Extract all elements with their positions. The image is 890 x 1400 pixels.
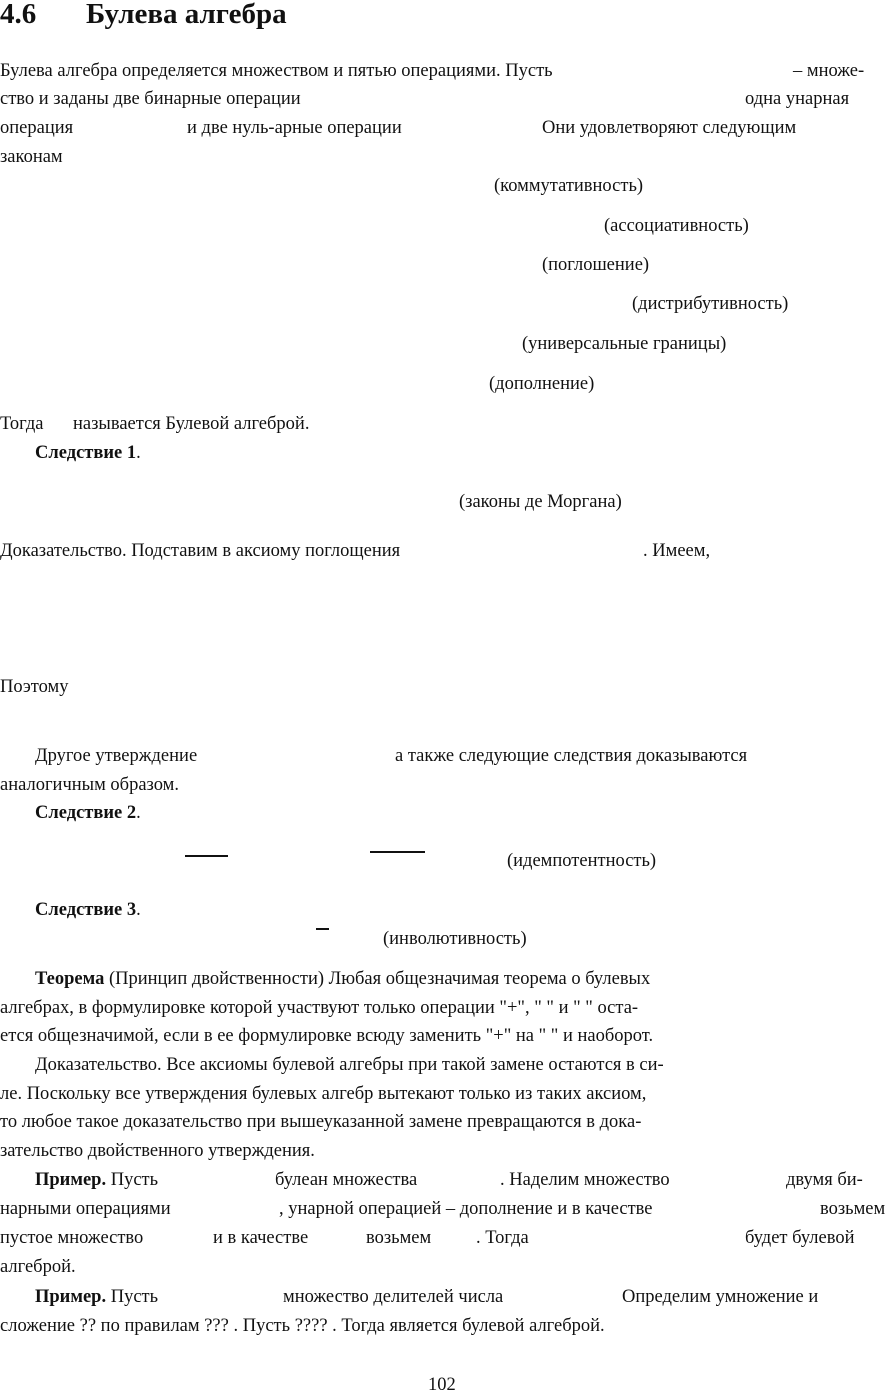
theorem-proof-4: зательство двойственного утверждения. — [0, 1141, 315, 1161]
theorem-label: Теорема — [35, 969, 105, 989]
example-1-line-4: алгеброй. — [0, 1257, 76, 1277]
example-2-label: Пример. — [35, 1287, 107, 1307]
example-1-line-2b: , унарной операцией – дополнение и в качестве — [279, 1199, 653, 1219]
example-1-line-1d: двумя би- — [786, 1170, 863, 1190]
example-1-line-2a: нарными операциями — [0, 1199, 171, 1219]
theorem-line-3: ется общезначимой, если в ее формулировке всюду заменить "+" на " " и наоборот. — [0, 1026, 654, 1046]
corollary-3-label: Следствие 3 — [35, 900, 137, 920]
section-heading — [0, 0, 287, 31]
corollary-1-dot: . — [136, 443, 141, 463]
theorem-text-1: (Принцип двойственности) Любая общезначимая теорема о булевых — [108, 969, 651, 989]
law-complement: (дополнение) — [489, 374, 595, 394]
example-2-text-1: Пусть — [110, 1287, 159, 1307]
corollary-2-label: Следствие 2 — [35, 803, 137, 823]
section-title: Булева алгебра — [86, 0, 287, 30]
law-absorption: (поглошение) — [542, 255, 650, 275]
example-1-label: Пример. — [35, 1170, 107, 1190]
intro-line-3b: и две нуль-арные операции — [187, 118, 402, 138]
theorem-line-2: алгебрах, в формулировке которой участвуют только операции "+", " " и " " оста- — [0, 998, 639, 1018]
theorem-line-1 — [35, 965, 650, 994]
intro-line-3a: операция — [0, 118, 74, 138]
other-statement-c: аналогичным образом. — [0, 775, 179, 795]
then-text-a: Тогда — [0, 414, 44, 434]
example-1-line-3d: . Тогда — [476, 1228, 529, 1248]
intro-line-1b: – множе- — [793, 61, 865, 81]
example-1-line-1c: . Наделим множество — [500, 1170, 670, 1190]
intro-line-2b: одна унарная — [745, 89, 850, 109]
intro-line-1a: Булева алгебра определяется множеством и пятью операциями. Пусть — [0, 61, 553, 81]
other-statement-b: а также следующие следствия доказываются — [395, 746, 748, 766]
corollary-3-heading — [35, 896, 141, 925]
law-idempotence: (идемпотентность) — [507, 851, 657, 871]
corollary-1-label: Следствие 1 — [35, 443, 137, 463]
example-1-line-3e: будет булевой — [745, 1228, 855, 1248]
intro-line-4: законам — [0, 147, 63, 167]
complement-overbar-1 — [185, 855, 228, 857]
corollary-2-dot: . — [136, 803, 141, 823]
example-1-line-2c: возьмем — [820, 1199, 886, 1219]
intro-line-2a: ство и заданы две бинарные операции — [0, 89, 301, 109]
intro-line-3c: Они удовлетворяют следующим — [542, 118, 797, 138]
example-2-line-1c: Определим умножение и — [622, 1287, 819, 1307]
page-number: 102 — [428, 1375, 456, 1395]
example-2-line-1a — [35, 1283, 158, 1312]
corollary-3-dot: . — [136, 900, 141, 920]
complement-overbar-3 — [316, 928, 329, 930]
corollary-1-heading — [35, 439, 141, 468]
law-universal-bounds: (универсальные границы) — [522, 334, 727, 354]
example-1-line-1b: булеан множества — [275, 1170, 418, 1190]
proof-1b: . Имеем, — [643, 541, 711, 561]
law-associativity: (ассоциативность) — [604, 216, 749, 236]
example-2-line-1b: множество делителей числа — [283, 1287, 504, 1307]
corollary-2-heading — [35, 799, 141, 828]
example-1-line-3a: пустое множество — [0, 1228, 144, 1248]
example-1-line-1a — [35, 1166, 158, 1195]
example-1-text-1: Пусть — [110, 1170, 159, 1190]
complement-overbar-2 — [370, 851, 425, 853]
example-1-line-3c: возьмем — [366, 1228, 432, 1248]
example-2-line-2: сложение ?? по правилам ??? . Пусть ???? . Тогда является булевой алгеброй. — [0, 1316, 605, 1336]
theorem-proof-3: то любое такое доказательство при вышеуказанной замене превращаются в дока- — [0, 1112, 642, 1132]
other-statement-a: Другое утверждение — [35, 746, 198, 766]
theorem-proof-2: ле. Поскольку все утверждения булевых алгебр вытекают только из таких аксиом, — [0, 1084, 647, 1104]
proof-1a: Доказательство. Подставим в аксиому поглощения — [0, 541, 401, 561]
example-1-line-3b: и в качестве — [213, 1228, 309, 1248]
then-text-b: называется Булевой алгеброй. — [73, 414, 310, 434]
law-commutativity: (коммутативность) — [494, 176, 644, 196]
law-de-morgan: (законы де Моргана) — [459, 492, 622, 512]
theorem-proof-1: Доказательство. Все аксиомы булевой алгебры при такой замене остаются в си- — [35, 1055, 664, 1075]
law-distributivity: (дистрибутивность) — [632, 294, 789, 314]
law-involution: (инволютивность) — [383, 929, 527, 949]
therefore-text: Поэтому — [0, 677, 69, 697]
section-number: 4.6 — [0, 0, 37, 30]
